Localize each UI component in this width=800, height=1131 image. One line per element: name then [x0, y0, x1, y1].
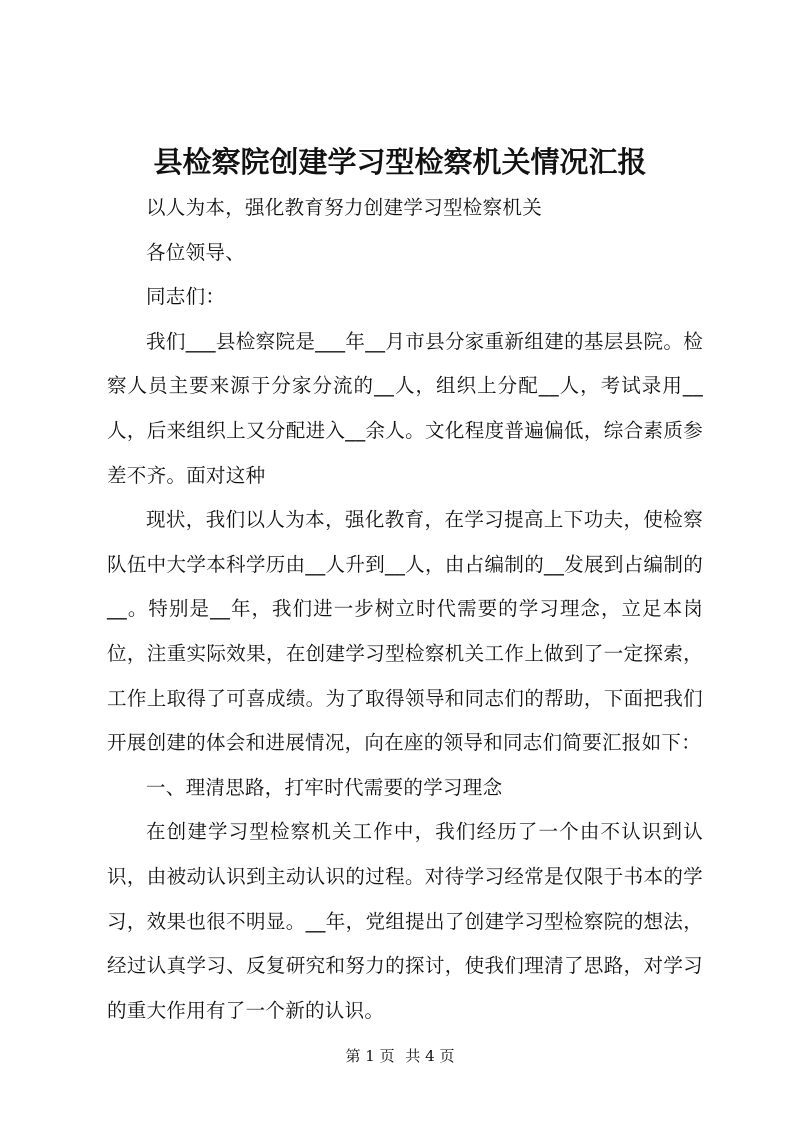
body-paragraph: 我们___县检察院是___年__月市县分家重新组建的基层县院。检察人员主要来源于分家分流的__人，组织上分配__人，考试录用__人，后来组织上又分配进入__余人。文化程度普遍偏低，综合素质参差不齐。面对这种 — [107, 329, 703, 487]
document-body — [107, 186, 703, 1033]
document-title: 县检察院创建学习型检察机关情况汇报 — [153, 145, 647, 179]
salutation-paragraph: 同志们： — [146, 285, 226, 309]
subtitle-paragraph: 以人为本，强化教育努力创建学习型检察机关 — [146, 196, 543, 219]
page-footer — [0, 1046, 800, 1066]
body-paragraph: 在创建学习型检察机关工作中，我们经历了一个由不认识到认识，由被动认识到主动认识的过程。对待学习经常是仅限于书本的学习，效果也很不明显。__年，党组提出了创建学习型检察院的想法，经过认真学习、反复研究和努力的探讨，使我们理清了思路，对学习的重大作用有了一个新的认识。 — [107, 820, 703, 1022]
section-heading: 一、理清思路，打牢时代需要的学习理念 — [146, 775, 503, 799]
page-total: 共 4 页 — [405, 1047, 455, 1065]
salutation-paragraph: 各位领导、 — [146, 240, 246, 264]
body-paragraph: 现状，我们以人为本，强化教育，在学习提高上下功夫，使检察队伍中大学本科学历由__人升到__人，由占编制的__发展到占编制的__。特别是__年，我们进一步树立时代需要的学习理念，立足本岗位，注重实际效果，在创建学习型检察机关工作上做到了一定探索，工作上取得了可喜成绩。为了取得领导和同志们的帮助，下面把我们开展创建的体会和进展情况，向在座的领导和同志们简要汇报如下： — [107, 508, 703, 755]
page-number: 第 1 页 — [345, 1047, 395, 1065]
